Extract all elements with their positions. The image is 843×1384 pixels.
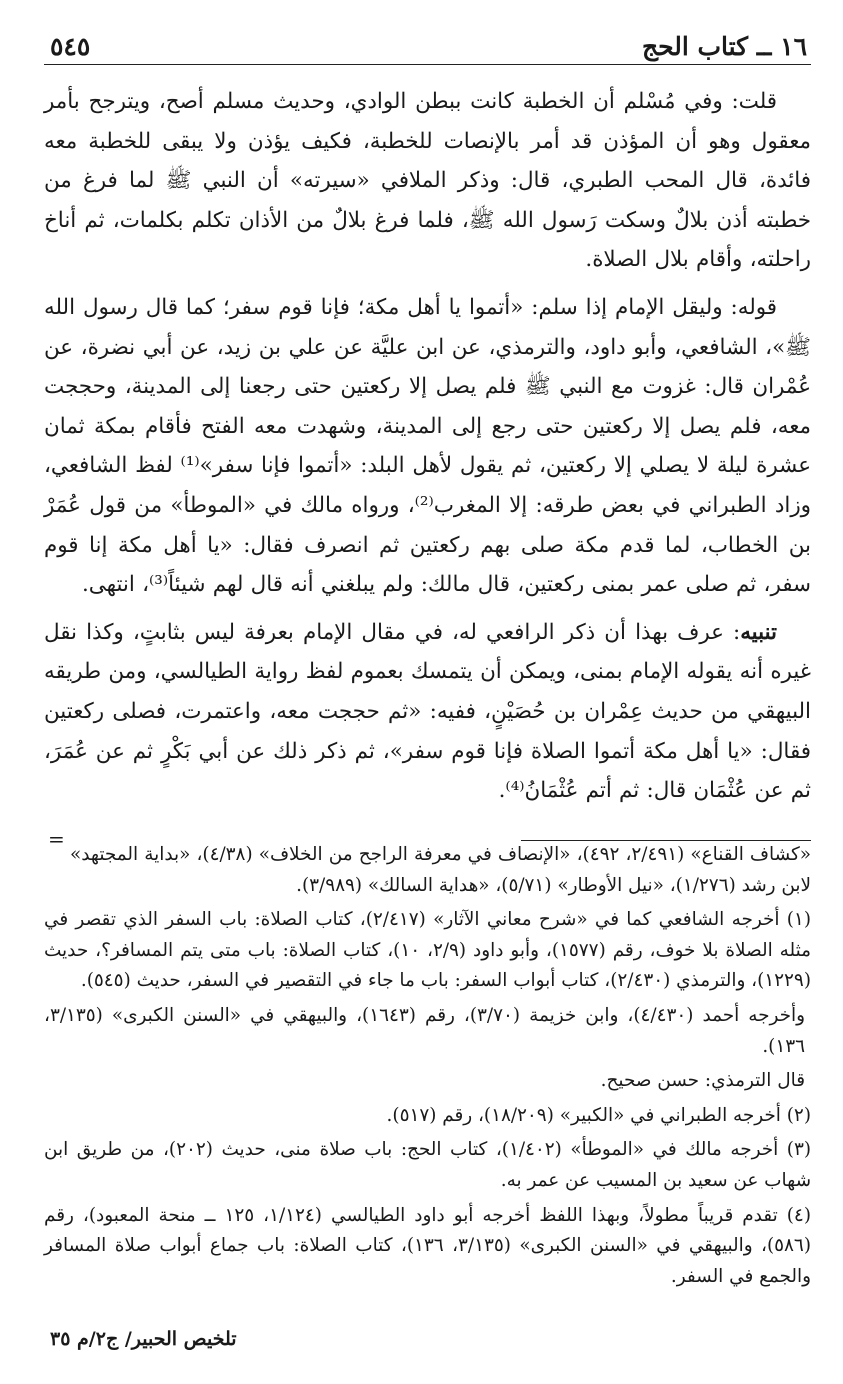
footnote-1-sub-b: قال الترمذي: حسن صحيح.	[600, 1070, 805, 1092]
paragraph-2	[44, 288, 811, 605]
paragraph-2-text: قوله: وليقل الإمام إذا سلم: «أتموا يا أهل مكة؛ فإنا قوم سفر؛ كما قال رسول الله ﷺ»، الشافعي، وأبو داود، والترمذي، عن ابن عليَّة عن علي بن زيد، عن أبي نضرة، عن عُمْران قال: غزوت مع النبي ﷺ فلم يصل إلا ركعتين حتى رجعنا إلى المدينة، وحججت معه، فلم يصل إلا ركعتين حتى رجع إلى المدينة، وشهدت معه الفتح فأقام بمكة ثمان عشرة ليلة لا يصلي إلا ركعتين، ثم يقول لأهل البلد: «أتموا فإنا سفر»⁽¹⁾ لفظ الشافعي، وزاد الطبراني في بعض طرقه: إلا المغرب⁽²⁾، ورواه مالك في «الموطأ» من قول عُمَرْ بن الخطاب، لما قدم مكة صلى بهم ركعتين ثم انصرف فقال: «يا أهل مكة إنا قوم سفر، ثم صلى عمر بمنى ركعتين، قال مالك: ولم يبلغني أنه قال لهم شيئاً⁽³⁾، انتهى.	[44, 294, 811, 598]
page-footer	[44, 1328, 811, 1358]
tanbih-text: : عرف بهذا أن ذكر الرافعي له، في مقال الإمام بعرفة ليس بثابتٍ، وكذا نقل غيره أنه يقوله الإمام بمنى، ويمكن أن يتمسك بعموم لفظ رواية الطيالسي، ومن طريقه البيهقي من حديث عِمْران بن حُصَيْنٍ، ففيه: «ثم حججت معه، واعتمرت، فصلى ركعتين فقال: «يا أهل مكة أتموا الصلاة فإنا قوم سفر»، ثم ذكر ذلك عن أبي بَكْرٍ ثم عن عُمَرَ، ثم عن عُثْمَان قال: ثم أتم عُثْمَانُ⁽⁴⁾.	[44, 619, 811, 804]
paragraph-1-text: قلت: وفي مُسْلم أن الخطبة كانت ببطن الوادي، وحديث مسلم أصح، ويترجح بأمر معقول وهو أن المؤذن قد أمر بالإنصات للخطبة، فكيف يؤذن ولا يبقى للخطبة معه فائدة، قال المحب الطبري، قال: وذكر الملافي «سيرته» أن النبي ﷺ لما فرغ من خطبته أذن بلالٌ وسكت رَسول الله ﷺ، فلما فرغ بلالٌ من الأذان تكلم بكلمات، ثم أناخ راحلته، وأقام بلال الصلاة.	[44, 89, 811, 273]
tanbih-label: تنبيه	[740, 619, 777, 645]
paragraph-1	[44, 82, 811, 280]
signature-mark: تلخيص الحبير/ ج٢/م ٣٥	[50, 1328, 237, 1350]
footnote-1-sub-a: وأخرجه أحمد (٤/٤٣٠)، وابن خزيمة (٣/٧٠)، رقم (١٦٤٣)، والبيهقي في «السنن الكبرى» (٣/١٣٥، ١٣٦).	[44, 1004, 806, 1057]
footnotes	[44, 840, 811, 1296]
footnote-2: (٢) أخرجه الطبراني في «الكبير» (١٨/٢٠٩)، رقم (٥١٧).	[386, 1104, 811, 1126]
page-header	[44, 30, 811, 65]
footnote-1: (١) أخرجه الشافعي كما في «شرح معاني الآثار» (٢/٤١٧)، كتاب الصلاة: باب السفر الذي تقصر في مثله الصلاة بلا خوف، رقم (١٥٧٧)، وأبو داود (٢/٩، ١٠)، كتاب الصلاة: باب متى يتم المسافر؟، حديث (١٢٢٩)، والترمذي (٢/٤٣٠)، كتاب أبواب السفر: باب ما جاء في التقصير في السفر، حديث (٥٤٥).	[44, 909, 811, 992]
footnote-3: (٣) أخرجه مالك في «الموطأ» (١/٤٠٢)، كتاب الحج: باب صلاة منى، حديث (٢٠٢)، من طريق ابن شهاب عن سعيد بن المسيب عن عمر به.	[44, 1139, 812, 1191]
book-page	[44, 0, 811, 1384]
page-number: ٥٤٥	[50, 32, 91, 61]
footnote-continuation-mark: =	[48, 827, 65, 851]
footnote-4: (٤) تقدم قريباً مطولاً، وبهذا اللفظ أخرجه أبو داود الطيالسي (١/١٢٤، ١٢٥ ــ منحة المعبود)، رقم (٥٨٦)، والبيهقي في «السنن الكبرى» (٣/١٣٥، ١٣٦)، كتاب الصلاة: باب جماع أبواب صلاة المسافر والجمع في السفر.	[44, 1204, 811, 1287]
tanbih-paragraph	[44, 613, 811, 811]
chapter-title: ١٦ ــ كتاب الحج	[641, 32, 807, 61]
footnote-continuation: «كشاف القناع» (٢/٤٩١، ٤٩٢)، «الإنصاف في معرفة الراجح من الخلاف» (٤/٣٨)، «بداية المجتهد» لابن رشد (١/٢٧٦)، «نيل الأوطار» (٥/٧١)، «هداية السالك» (٣/٩٨٩).	[70, 844, 812, 896]
main-text	[44, 82, 811, 819]
